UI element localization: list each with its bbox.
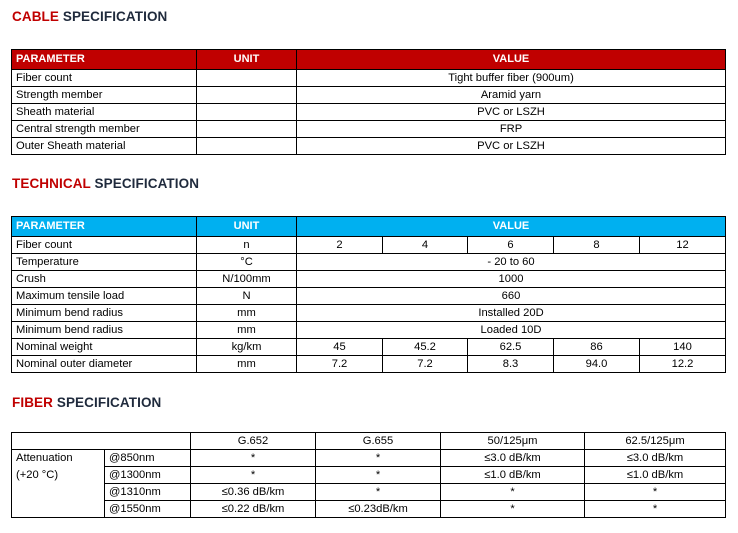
fiber-header-g655: G.655 xyxy=(316,433,441,450)
wavelength-cell: @1310nm xyxy=(105,484,191,501)
value-cell: Aramid yarn xyxy=(297,87,726,104)
wavelength-cell: @1300nm xyxy=(105,467,191,484)
value-cell: * xyxy=(441,501,585,518)
unit-cell: N xyxy=(197,288,297,305)
param-cell: Crush xyxy=(12,271,197,288)
param-cell: Sheath material xyxy=(12,104,197,121)
value-cell: FRP xyxy=(297,121,726,138)
fiber-header-g652: G.652 xyxy=(191,433,316,450)
param-cell: Fiber count xyxy=(12,237,197,254)
table-row xyxy=(12,339,726,356)
cable-section-title xyxy=(12,9,167,24)
unit-cell xyxy=(197,138,297,155)
param-cell: Nominal outer diameter xyxy=(12,356,197,373)
value-cell: 7.2 xyxy=(297,356,383,373)
table-row xyxy=(12,104,726,121)
table-row xyxy=(12,254,726,271)
value-cell: 12 xyxy=(640,237,726,254)
table-row xyxy=(12,356,726,373)
unit-cell xyxy=(197,70,297,87)
param-cell: Strength member xyxy=(12,87,197,104)
technical-header-parameter: PARAMETER xyxy=(12,217,197,237)
table-row xyxy=(12,237,726,254)
value-cell: ≤0.36 dB/km xyxy=(191,484,316,501)
value-cell: * xyxy=(191,467,316,484)
unit-cell: mm xyxy=(197,305,297,322)
value-cell: - 20 to 60 xyxy=(297,254,726,271)
value-cell: 94.0 xyxy=(554,356,640,373)
value-cell: * xyxy=(316,484,441,501)
param-cell: Fiber count xyxy=(12,70,197,87)
value-cell: * xyxy=(316,467,441,484)
value-cell: 12.2 xyxy=(640,356,726,373)
fiber-title-rest: SPECIFICATION xyxy=(53,395,162,410)
value-cell: PVC or LSZH xyxy=(297,104,726,121)
fiber-header-empty xyxy=(12,433,191,450)
table-row xyxy=(12,322,726,339)
value-cell: ≤1.0 dB/km xyxy=(585,467,726,484)
fiber-header-row xyxy=(12,433,726,450)
value-cell: 86 xyxy=(554,339,640,356)
value-cell: Installed 20D xyxy=(297,305,726,322)
wavelength-cell: @1550nm xyxy=(105,501,191,518)
param-cell: Minimum bend radius xyxy=(12,305,197,322)
value-cell: ≤1.0 dB/km xyxy=(441,467,585,484)
technical-spec-table xyxy=(11,216,726,373)
unit-cell: °C xyxy=(197,254,297,271)
wavelength-cell: @850nm xyxy=(105,450,191,467)
table-row xyxy=(12,501,726,518)
technical-title-rest: SPECIFICATION xyxy=(90,176,200,191)
value-cell: 7.2 xyxy=(383,356,468,373)
value-cell: 6 xyxy=(468,237,554,254)
attenuation-label: Attenuation xyxy=(12,450,105,467)
table-row xyxy=(12,138,726,155)
table-row xyxy=(12,288,726,305)
unit-cell xyxy=(197,104,297,121)
cable-title-rest: SPECIFICATION xyxy=(59,9,168,24)
value-cell: * xyxy=(191,450,316,467)
table-row xyxy=(12,484,726,501)
table-row xyxy=(12,87,726,104)
param-cell: Outer Sheath material xyxy=(12,138,197,155)
attenuation-blank xyxy=(12,484,105,501)
param-cell: Maximum tensile load xyxy=(12,288,197,305)
param-cell: Nominal weight xyxy=(12,339,197,356)
fiber-section-title xyxy=(12,395,161,410)
table-row xyxy=(12,271,726,288)
table-row xyxy=(12,121,726,138)
value-cell: PVC or LSZH xyxy=(297,138,726,155)
value-cell: 4 xyxy=(383,237,468,254)
value-cell: 660 xyxy=(297,288,726,305)
table-row xyxy=(12,450,726,467)
value-cell: 8 xyxy=(554,237,640,254)
value-cell: ≤3.0 dB/km xyxy=(585,450,726,467)
value-cell: * xyxy=(441,484,585,501)
param-cell: Minimum bend radius xyxy=(12,322,197,339)
cable-header-unit: UNIT xyxy=(197,50,297,70)
unit-cell xyxy=(197,87,297,104)
technical-header-unit: UNIT xyxy=(197,217,297,237)
fiber-header-50-125: 50/125μm xyxy=(441,433,585,450)
value-cell: Loaded 10D xyxy=(297,322,726,339)
unit-cell: N/100mm xyxy=(197,271,297,288)
attenuation-blank xyxy=(12,501,105,518)
technical-title-highlight: TECHNICAL xyxy=(12,176,91,191)
unit-cell: kg/km xyxy=(197,339,297,356)
unit-cell: mm xyxy=(197,322,297,339)
table-row xyxy=(12,70,726,87)
value-cell: * xyxy=(585,484,726,501)
param-cell: Central strength member xyxy=(12,121,197,138)
value-cell: Tight buffer fiber (900um) xyxy=(297,70,726,87)
attenuation-temp: (+20 °C) xyxy=(12,467,105,484)
value-cell: * xyxy=(316,450,441,467)
technical-section-title xyxy=(12,176,199,191)
value-cell: 140 xyxy=(640,339,726,356)
value-cell: ≤3.0 dB/km xyxy=(441,450,585,467)
fiber-title-highlight: FIBER xyxy=(12,395,53,410)
value-cell: 62.5 xyxy=(468,339,554,356)
value-cell: ≤0.23dB/km xyxy=(316,501,441,518)
cable-header-row xyxy=(12,50,726,70)
unit-cell: n xyxy=(197,237,297,254)
technical-header-value: VALUE xyxy=(297,217,726,237)
value-cell: 45.2 xyxy=(383,339,468,356)
value-cell: 1000 xyxy=(297,271,726,288)
unit-cell xyxy=(197,121,297,138)
value-cell: ≤0.22 dB/km xyxy=(191,501,316,518)
value-cell: 8.3 xyxy=(468,356,554,373)
cable-spec-table xyxy=(11,49,726,155)
fiber-header-62-5-125: 62.5/125μm xyxy=(585,433,726,450)
fiber-spec-table xyxy=(11,432,726,518)
param-cell: Temperature xyxy=(12,254,197,271)
technical-header-row xyxy=(12,217,726,237)
value-cell: 2 xyxy=(297,237,383,254)
unit-cell: mm xyxy=(197,356,297,373)
cable-header-value: VALUE xyxy=(297,50,726,70)
cable-title-highlight: CABLE xyxy=(12,9,59,24)
table-row xyxy=(12,467,726,484)
value-cell: 45 xyxy=(297,339,383,356)
table-row xyxy=(12,305,726,322)
cable-header-parameter: PARAMETER xyxy=(12,50,197,70)
value-cell: * xyxy=(585,501,726,518)
